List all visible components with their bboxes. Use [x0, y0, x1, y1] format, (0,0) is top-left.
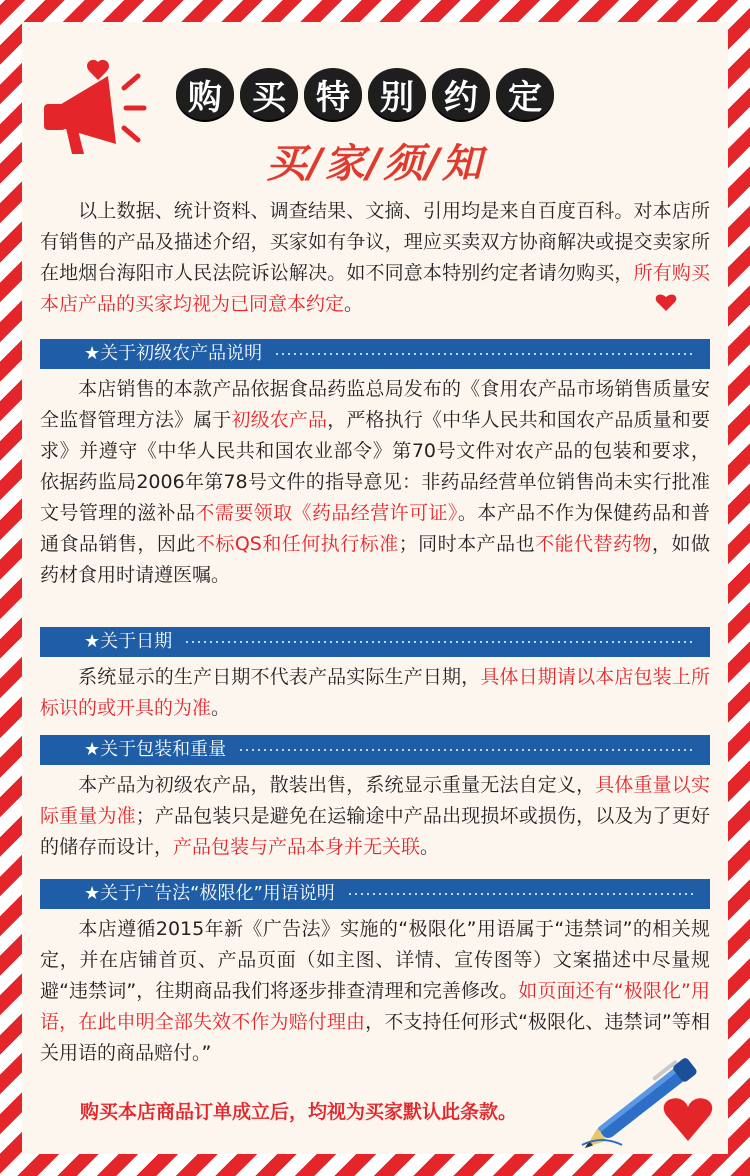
intro-text-end: 。 — [344, 293, 364, 315]
body-text: ，不支持任何形式“极限化、违禁词”等相关用语的商品赔付。” — [40, 1011, 710, 1064]
section-body-packaging — [40, 770, 710, 863]
pen-icon — [570, 1045, 730, 1155]
body-text: 。 — [420, 836, 440, 858]
body-highlight: 产品包装与产品本身并无关联 — [173, 836, 421, 858]
title-char: 约 — [432, 68, 490, 120]
dotted-divider — [184, 641, 696, 643]
body-highlight: 具体日期请以本店包装上所标识的或开具的为准 — [40, 666, 710, 719]
body-text: ，如做药材食用时请遵医嘱。 — [40, 533, 710, 586]
section-heading-label: ★关于包装和重量 — [84, 739, 227, 760]
section-heading-ad-law — [40, 879, 710, 909]
intro-paragraph — [40, 196, 710, 320]
body-highlight: 不需要领取《药品经营许可证》 — [195, 502, 458, 524]
body-highlight: 不标QS和任何执行标准 — [195, 533, 399, 555]
body-highlight: 具体重量以实际重量为准 — [40, 774, 710, 827]
section-body-agri — [40, 374, 710, 591]
body-highlight: 初级农产品 — [231, 409, 328, 431]
dotted-divider — [274, 353, 696, 355]
body-text: ；同时本产品也 — [398, 533, 536, 555]
intro-highlight: 所有购买本店产品的买家均视为已同意本约定 — [40, 262, 710, 315]
body-text: ；产品包装只是避免在运输途中产品出现损坏或损伤，以及为了更好的储存而设计， — [40, 805, 710, 858]
dotted-divider — [347, 893, 696, 895]
body-text: 系统显示的生产日期不代表产品实际生产日期， — [78, 666, 481, 688]
section-heading-label: ★关于初级农产品说明 — [84, 343, 263, 364]
body-text: ，严格执行《中华人民共和国农产品质量和要求》并遵守《中华人民共和国农业部令》第70号文件对农产品的包装和要求，依据药监局2006年第78号文件的指导意见：非药品经营单位销售尚未实行批准文号管理的滋补品 — [40, 409, 710, 524]
section-heading-agri — [40, 339, 710, 369]
title-char: 别 — [368, 68, 426, 120]
section-body-date — [40, 662, 710, 724]
body-highlight: 不能代替药物 — [535, 533, 652, 555]
body-text: 本产品为初级农产品，散装出售，系统显示重量无法自定义， — [78, 774, 596, 796]
body-text: 本店遵循2015年新《广告法》实施的“极限化”用语属于“违禁词”的相关规定，并在店铺首页、产品页面（如主图、详情、宣传图等）文案描述中尽量规避“违禁词”，往期商品我们将逐步排查清理和完善修改。 — [40, 918, 710, 1002]
footer-note: 购买本店商品订单成立后，均视为买家默认此条款。 — [80, 1101, 518, 1123]
title-char: 购 — [176, 68, 234, 120]
section-heading-label: ★关于日期 — [84, 631, 173, 652]
body-text: 。 — [211, 697, 231, 719]
page-title — [176, 68, 554, 120]
intro-text: 以上数据、统计资料、调查结果、文摘、引用均是来自百度百科。对本店所有销售的产品及描述介绍，买家如有争议，理应买卖双方协商解决或提交卖家所在地烟台海阳市人民法院诉讼解决。如不同意本特别约定者请勿购买， — [40, 200, 710, 284]
subtitle: 买/家/须/知 — [266, 141, 484, 187]
body-highlight: 如页面还有“极限化”用语，在此申明全部失效不作为赔付理由 — [40, 980, 710, 1033]
title-char: 特 — [304, 68, 362, 120]
section-heading-packaging — [40, 735, 710, 765]
title-char: 买 — [240, 68, 298, 120]
section-heading-date — [40, 627, 710, 657]
dotted-divider — [238, 749, 696, 751]
section-heading-label: ★关于广告法“极限化”用语说明 — [84, 883, 335, 904]
body-text: 本店销售的本款产品依据食品药监总局发布的《食用农产品市场销售质量安全监督管理方法》属于 — [40, 378, 710, 431]
title-char: 定 — [496, 68, 554, 120]
body-text: 。本产品不作为保健药品和普通食品销售，因此 — [40, 502, 710, 555]
